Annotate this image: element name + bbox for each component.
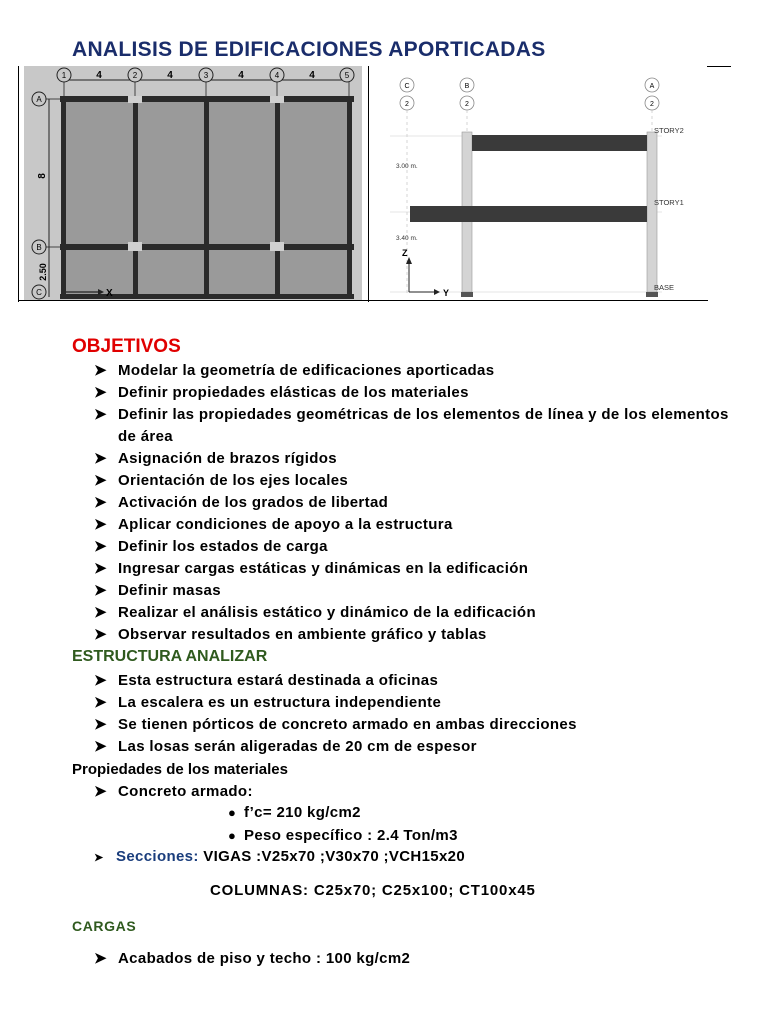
svg-text:C: C (404, 83, 410, 90)
axis-bubble-3 (199, 68, 213, 82)
dot-bullet-icon: ● (228, 805, 237, 820)
arrow-bullet-icon: ➤ (94, 716, 107, 733)
arrow-bullet-icon: ➤ (94, 626, 107, 643)
arrow-bullet-icon: ➤ (94, 950, 107, 967)
page-title: ANALISIS DE EDIFICACIONES APORTICADAS (72, 38, 546, 61)
svg-text:2: 2 (405, 101, 409, 108)
columnas-line: COLUMNAS: C25x70; C25x100; CT100x45 (210, 882, 536, 899)
list-item: ➤ Definir las propiedades geométricas de los elementos de línea y de los elementos de área (94, 406, 729, 445)
estructura-list (94, 670, 734, 758)
arrow-bullet-icon: ➤ (94, 450, 107, 467)
cargas-list (94, 948, 734, 970)
span-label: 4 (309, 70, 315, 81)
span-label: 4 (238, 70, 244, 81)
arrow-bullet-icon: ➤ (94, 516, 107, 533)
arrow-bullet-icon: ➤ (94, 852, 104, 864)
x-axis-label: X (106, 288, 113, 299)
arrow-bullet-icon: ➤ (94, 672, 107, 689)
arrow-bullet-icon: ➤ (94, 694, 107, 711)
axis-bubble-4 (270, 68, 284, 82)
arrow-bullet-icon: ➤ (94, 582, 107, 599)
floor-plan-figure (24, 66, 362, 300)
list-item: ➤ Asignación de brazos rígidos (94, 448, 734, 470)
svg-text:1: 1 (61, 71, 67, 80)
objetivos-list (94, 360, 734, 646)
arrow-bullet-icon: ➤ (94, 472, 107, 489)
list-item: ➤ Las losas serán aligeradas de 20 cm de espesor (94, 736, 734, 758)
secciones-line (94, 848, 465, 865)
svg-text:A: A (36, 95, 42, 104)
axis-bubble-5 (340, 68, 354, 82)
materiales-list (94, 781, 734, 803)
property-line: ● Peso específico : 2.4 Ton/m3 (228, 827, 458, 844)
arrow-bullet-icon: ➤ (94, 384, 107, 401)
span-label: 4 (167, 70, 173, 81)
list-item: ➤ Definir los estados de carga (94, 536, 734, 558)
list-item: ➤ Esta estructura estará destinada a oficinas (94, 670, 734, 692)
arrow-bullet-icon: ➤ (94, 738, 107, 755)
axis-bubble-c (32, 285, 46, 299)
list-item: ➤ Se tienen pórticos de concreto armado en ambas direcciones (94, 714, 734, 736)
secciones-label: Secciones: (116, 848, 199, 865)
list-item: ➤ Activación de los grados de libertad (94, 492, 734, 514)
axis-bubble-2 (128, 68, 142, 82)
axis-bubble-c2 (400, 78, 414, 110)
height-label: 3.40 m. (396, 235, 418, 242)
list-item: ➤ Ingresar cargas estáticas y dinámicas en la edificación (94, 558, 734, 580)
elevation-figure (372, 66, 702, 300)
svg-text:5: 5 (344, 71, 350, 80)
span-label: 4 (96, 70, 102, 81)
svg-text:4: 4 (274, 71, 280, 80)
axis-bubble-b (32, 240, 46, 254)
list-item: ➤ Concreto armado: (94, 781, 734, 803)
y-axis-label: Y (443, 288, 450, 298)
story-label: STORY2 (654, 126, 684, 135)
axis-bubble-a2 (645, 78, 659, 110)
list-item: ➤ Definir propiedades elásticas de los materiales (94, 382, 734, 404)
arrow-bullet-icon: ➤ (94, 560, 107, 577)
svg-text:2: 2 (465, 101, 469, 108)
dim-label: 2.50 (38, 263, 48, 281)
story-label: STORY1 (654, 198, 684, 207)
story-label: BASE (654, 283, 675, 292)
svg-text:C: C (36, 288, 42, 297)
list-item: ➤ Modelar la geometría de edificaciones aporticadas (94, 360, 734, 382)
arrow-bullet-icon: ➤ (94, 494, 107, 511)
dim-label: 8 (37, 173, 48, 179)
list-item: ➤ Realizar el análisis estático y dinámico de la edificación (94, 602, 734, 624)
list-item: ➤ La escalera es un estructura independiente (94, 692, 734, 714)
list-item: ➤ Aplicar condiciones de apoyo a la estructura (94, 514, 734, 536)
list-item: ➤ Definir masas (94, 580, 734, 602)
axis-bubble-b2 (460, 78, 474, 110)
z-axis-label: Z (402, 248, 408, 258)
arrow-bullet-icon: ➤ (94, 362, 107, 379)
arrow-bullet-icon: ➤ (94, 538, 107, 555)
list-item: ➤ Orientación de los ejes locales (94, 470, 734, 492)
arrow-bullet-icon: ➤ (94, 406, 107, 423)
property-line: ● f’c= 210 kg/cm2 (228, 804, 361, 821)
svg-text:A: A (649, 83, 655, 90)
arrow-bullet-icon: ➤ (94, 783, 107, 800)
list-item: ➤ Observar resultados en ambiente gráfico y tablas (94, 624, 734, 646)
svg-text:2: 2 (132, 71, 138, 80)
svg-text:B: B (464, 83, 470, 90)
vigas-text: VIGAS :V25x70 ;V30x70 ;VCH15x20 (198, 848, 466, 865)
svg-text:3: 3 (203, 71, 209, 80)
objetivos-heading: OBJETIVOS (72, 336, 181, 357)
dot-bullet-icon: ● (228, 828, 237, 843)
axis-bubble-a (32, 92, 46, 106)
svg-text:2: 2 (650, 101, 654, 108)
cargas-heading: CARGAS (72, 918, 137, 934)
arrow-bullet-icon: ➤ (94, 604, 107, 621)
svg-text:B: B (36, 243, 42, 252)
axis-bubble-1 (57, 68, 71, 82)
height-label: 3.00 m. (396, 163, 418, 170)
materiales-heading: Propiedades de los materiales (72, 761, 288, 778)
estructura-heading: ESTRUCTURA ANALIZAR (72, 648, 268, 665)
list-item: ➤ Acabados de piso y techo : 100 kg/cm2 (94, 948, 734, 970)
